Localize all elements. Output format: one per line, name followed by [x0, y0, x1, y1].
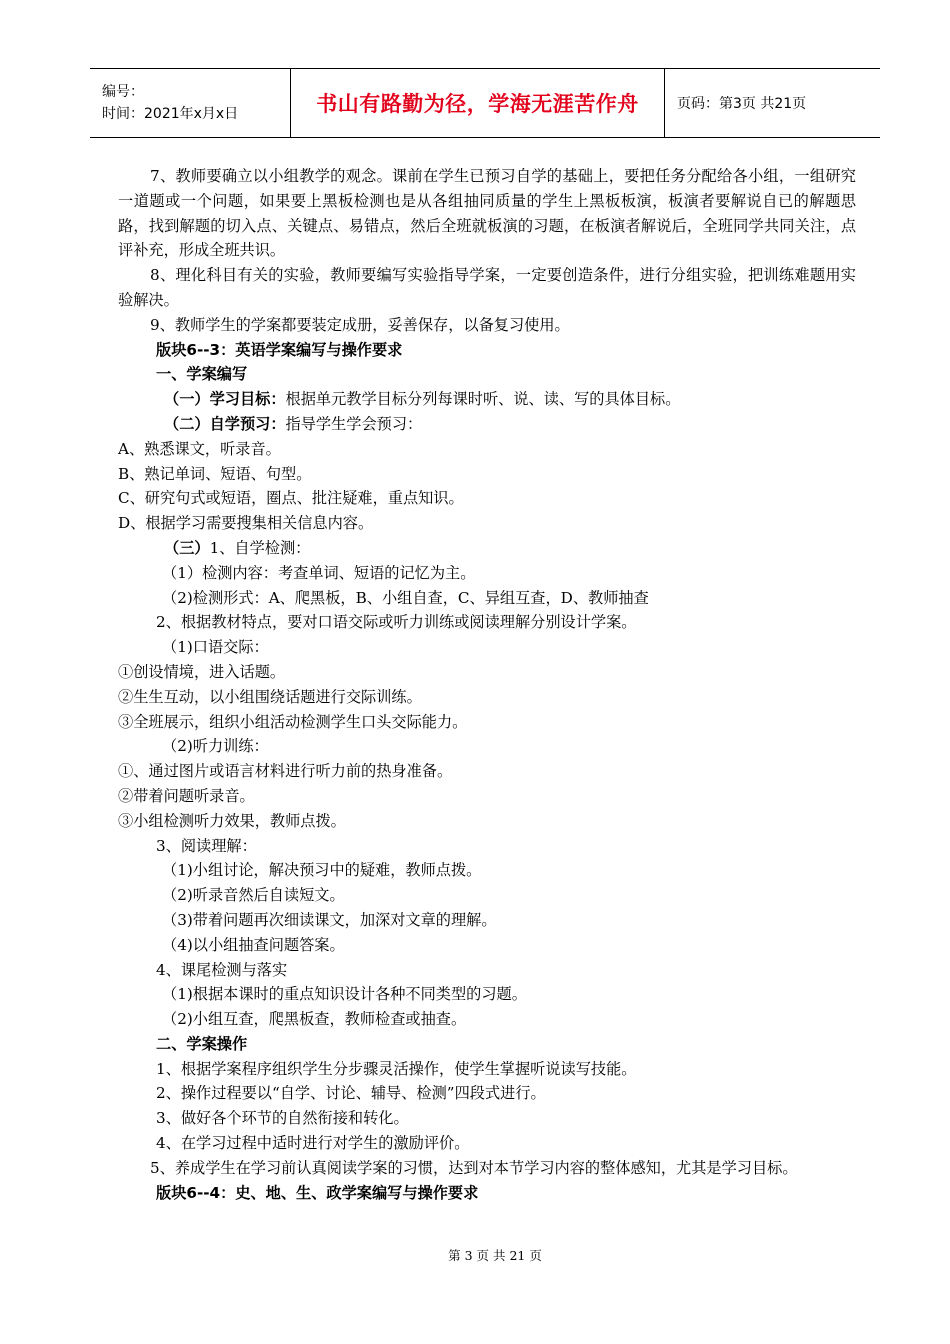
self-study-line — [118, 412, 856, 437]
document-body — [118, 164, 856, 1205]
self-check-line — [118, 536, 856, 561]
list-item: 5、养成学生在学习前认真阅读学案的习惯，达到对本节学习内容的整体感知，尤其是学习目标。 — [150, 1158, 798, 1177]
section-heading-6-3: 版块6--3：英语学案编写与操作要求 — [156, 340, 403, 359]
list-item: （2)听力训练： — [162, 737, 269, 756]
self-study-label: （二）自学预习： — [164, 414, 286, 433]
header-motto: 书山有路勤为径，学海无涯苦作舟 — [291, 69, 665, 137]
learning-goal-text: 根据单元教学目标分列每课时听、说、读、写的具体目标。 — [285, 390, 681, 409]
page-footer: 第 3 页 共 21 页 — [448, 1248, 542, 1263]
list-item: ②生生互动，以小组围绕话题进行交际训练。 — [118, 687, 422, 706]
list-item: （3)带着问题再次细读课文，加深对文章的理解。 — [162, 910, 497, 929]
list-item: （1)口语交际： — [162, 638, 269, 657]
document-number: 编号： — [102, 84, 144, 100]
list-item: ①创设情境，进入话题。 — [118, 662, 286, 681]
self-check-text: 1、自学检测： — [209, 538, 311, 557]
header-page-info: 页码：第3页 共21页 — [677, 96, 807, 112]
list-item: C、研究句式或短语，圈点、批注疑难，重点知识。 — [118, 489, 464, 508]
list-item: ③小组检测听力效果，教师点拨。 — [118, 811, 346, 830]
list-item: 2、操作过程要以“自学、讨论、辅导、检测”四段式进行。 — [156, 1084, 546, 1103]
page-header — [90, 68, 880, 138]
list-item: 1、根据学案程序组织学生分步骤灵活操作，使学生掌握听说读写技能。 — [156, 1059, 637, 1078]
list-item: （2)小组互查，爬黑板查，教师检查或抽查。 — [162, 1010, 467, 1029]
section-heading-6-4: 版块6--4：史、地、生、政学案编写与操作要求 — [156, 1183, 479, 1202]
paragraph-9: 9、教师学生的学案都要装定成册，妥善保存，以备复习使用。 — [150, 315, 570, 334]
list-item: ②带着问题听录音。 — [118, 786, 255, 805]
list-item: A、熟悉课文，听录音。 — [118, 439, 281, 458]
header-meta — [90, 69, 291, 137]
list-item: 2、根据教材特点，要对口语交际或听力训练或阅读理解分别设计学案。 — [156, 613, 637, 632]
self-check-label: （三） — [164, 538, 210, 557]
subsection-heading-2: 二、学案操作 — [156, 1034, 248, 1053]
self-study-text: 指导学生学会预习： — [285, 414, 423, 433]
list-item: D、根据学习需要搜集相关信息内容。 — [118, 514, 374, 533]
list-item: B、熟记单词、短语、句型。 — [118, 464, 312, 483]
list-item: ①、通过图片或语言材料进行听力前的热身准备。 — [118, 762, 453, 781]
list-item: 4、课尾检测与落实 — [156, 960, 288, 979]
list-item: （1）检测内容：考查单词、短语的记忆为主。 — [162, 563, 476, 582]
list-item: （1)根据本课时的重点知识设计各种不同类型的习题。 — [162, 985, 527, 1004]
list-item: 4、在学习过程中适时进行对学生的激励评价。 — [156, 1134, 470, 1153]
document-time: 时间：2021年x月x日 — [102, 106, 239, 122]
list-item: （2)听录音然后自读短文。 — [162, 886, 345, 905]
paragraph-7: 7、教师要确立以小组教学的观念。课前在学生已预习自学的基础上，要把任务分配给各小组，一组研究一道题或一个问题，如果要上黑板检测也是从各组抽同质量的学生上黑板板演，板演者要解说自已的解题思路，找到解题的切入点、关键点、易错点，然后全班就板演的习题，在板演者解说后，全班同学共同关注，点评补充，形成全班共识。 — [118, 167, 856, 260]
list-item: （1)小组讨论，解决预习中的疑难，教师点拨。 — [162, 861, 482, 880]
list-item: （2)检测形式：A、爬黑板，B、小组自查，C、异组互查，D、教师抽查 — [162, 588, 649, 607]
list-item: 3、阅读理解： — [156, 836, 257, 855]
learning-goal-line — [118, 387, 856, 412]
list-item: 3、做好各个环节的自然衔接和转化。 — [156, 1109, 409, 1128]
subsection-heading-1: 一、学案编写 — [156, 365, 248, 384]
list-item: （4)以小组抽查问题答案。 — [162, 935, 345, 954]
paragraph-8: 8、理化科目有关的实验，教师要编写实验指导学案，一定要创造条件，进行分组实验，把训练难题用实验解决。 — [118, 266, 856, 309]
list-item: ③全班展示，组织小组活动检测学生口头交际能力。 — [118, 712, 468, 731]
learning-goal-label: （一）学习目标： — [164, 390, 286, 409]
